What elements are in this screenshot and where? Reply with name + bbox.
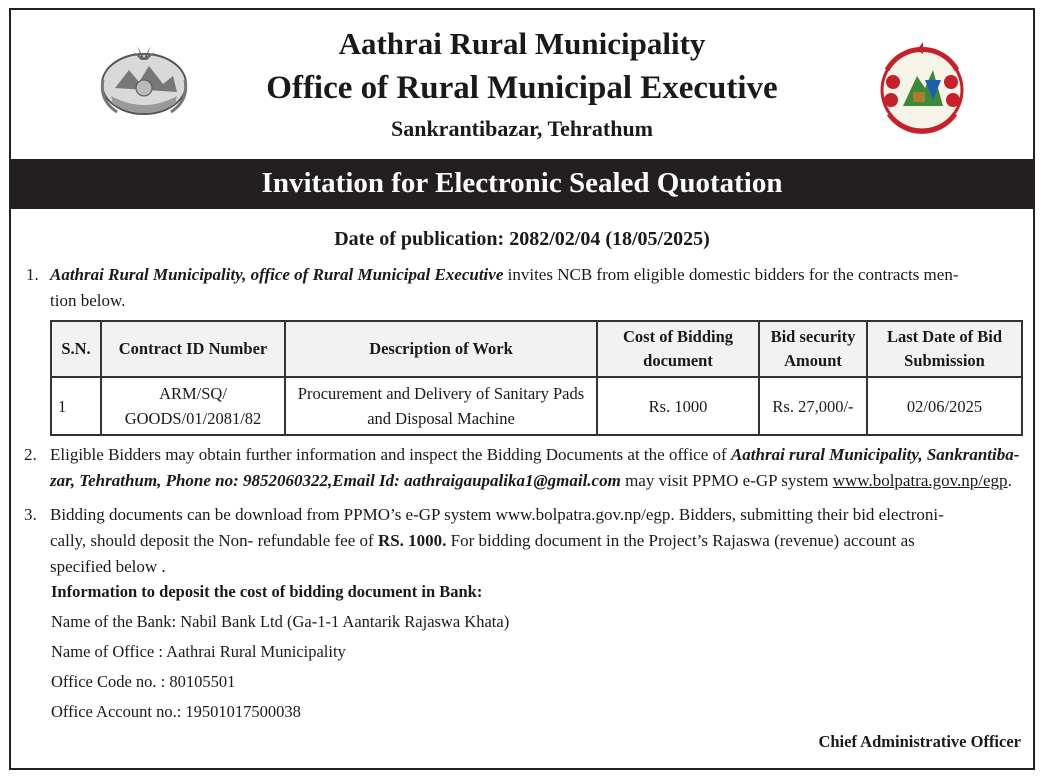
para1-text2: tion below. bbox=[50, 291, 126, 310]
para1-number: 1. bbox=[26, 265, 39, 284]
col-cost: Cost of Bidding document bbox=[597, 321, 759, 377]
para2-text-d: may visit PPMO e-GP system bbox=[620, 471, 833, 490]
para3-line3: specified below . bbox=[50, 557, 166, 576]
para2-office: Aathrai rural Municipality, Sankrantiba- bbox=[730, 445, 1020, 464]
para1-text: invites NCB from eligible domestic bidders for the contracts men- bbox=[503, 265, 959, 284]
cell-last-date: 02/06/2025 bbox=[867, 377, 1022, 435]
para3-line2b: For bidding document in the Project’s Rajaswa (revenue) account as bbox=[446, 531, 915, 550]
para3-fee: RS. 1000. bbox=[377, 531, 447, 550]
para3-number: 3. bbox=[24, 505, 37, 524]
table-row bbox=[51, 377, 1022, 435]
account-number: Office Account no.: 19501017500038 bbox=[51, 702, 301, 721]
office-name-line: Name of Office : Aathrai Rural Municipality bbox=[51, 642, 346, 661]
col-bid-security: Bid security Amount bbox=[759, 321, 867, 377]
office-code: Office Code no. : 80105501 bbox=[51, 672, 236, 691]
header bbox=[11, 10, 1033, 160]
notice-frame bbox=[9, 8, 1035, 770]
para1 bbox=[50, 262, 1023, 314]
signature-title: Chief Administrative Officer bbox=[818, 732, 1021, 751]
cell-description: Procurement and Delivery of Sanitary Pads and Disposal Machine bbox=[285, 377, 597, 435]
cell-bid-security: Rs. 27,000/- bbox=[759, 377, 867, 435]
para3-line1: Bidding documents can be download from PPMO’s e-GP system www.bolpatra.gov.np/egp. Bidders, submitting their bid electroni- bbox=[50, 505, 944, 524]
para2-number: 2. bbox=[24, 445, 37, 464]
para3 bbox=[50, 502, 1023, 580]
col-description: Description of Work bbox=[285, 321, 597, 377]
para2-text-a: Eligible Bidders may obtain further information and inspect the Bidding Documents at the office of bbox=[50, 445, 731, 464]
publication-date: Date of publication: 2082/02/04 (18/05/2025) bbox=[334, 228, 710, 250]
cell-sn: 1 bbox=[51, 377, 101, 435]
para1-bold-italic: Aathrai Rural Municipality, office of Rural Municipal Executive bbox=[50, 265, 504, 284]
bank-heading: Information to deposit the cost of bidding document in Bank: bbox=[51, 582, 483, 601]
col-contract-id: Contract ID Number bbox=[101, 321, 285, 377]
col-sn: S.N. bbox=[51, 321, 101, 377]
address: Sankrantibazar, Tehrathum bbox=[390, 116, 654, 141]
cell-contract-id: ARM/SQ/ GOODS/01/2081/82 bbox=[101, 377, 285, 435]
para2 bbox=[50, 442, 1023, 494]
para2-contact: zar, Tehrathum, Phone no: 9852060322,Email Id: aathraigaupalika1@gmail.com bbox=[50, 471, 621, 490]
title-banner: Invitation for Electronic Sealed Quotation bbox=[11, 159, 1033, 209]
bank-name: Name of the Bank: Nabil Bank Ltd (Ga-1-1 Aantarik Rajaswa Khata) bbox=[51, 612, 510, 631]
bolpatra-link[interactable]: www.bolpatra.gov.np/egp bbox=[832, 471, 1008, 490]
para2-period: . bbox=[1007, 471, 1012, 490]
para3-line2a: cally, should deposit the Non- refundable fee of bbox=[50, 531, 378, 550]
municipality-logo-icon bbox=[873, 40, 971, 136]
col-last-date: Last Date of Bid Submission bbox=[867, 321, 1022, 377]
cell-cost: Rs. 1000 bbox=[597, 377, 759, 435]
contracts-table bbox=[50, 320, 1023, 436]
office-name: Office of Rural Municipal Executive bbox=[266, 70, 778, 106]
municipality-name: Aathrai Rural Municipality bbox=[338, 26, 706, 61]
table-header-row bbox=[51, 321, 1022, 377]
